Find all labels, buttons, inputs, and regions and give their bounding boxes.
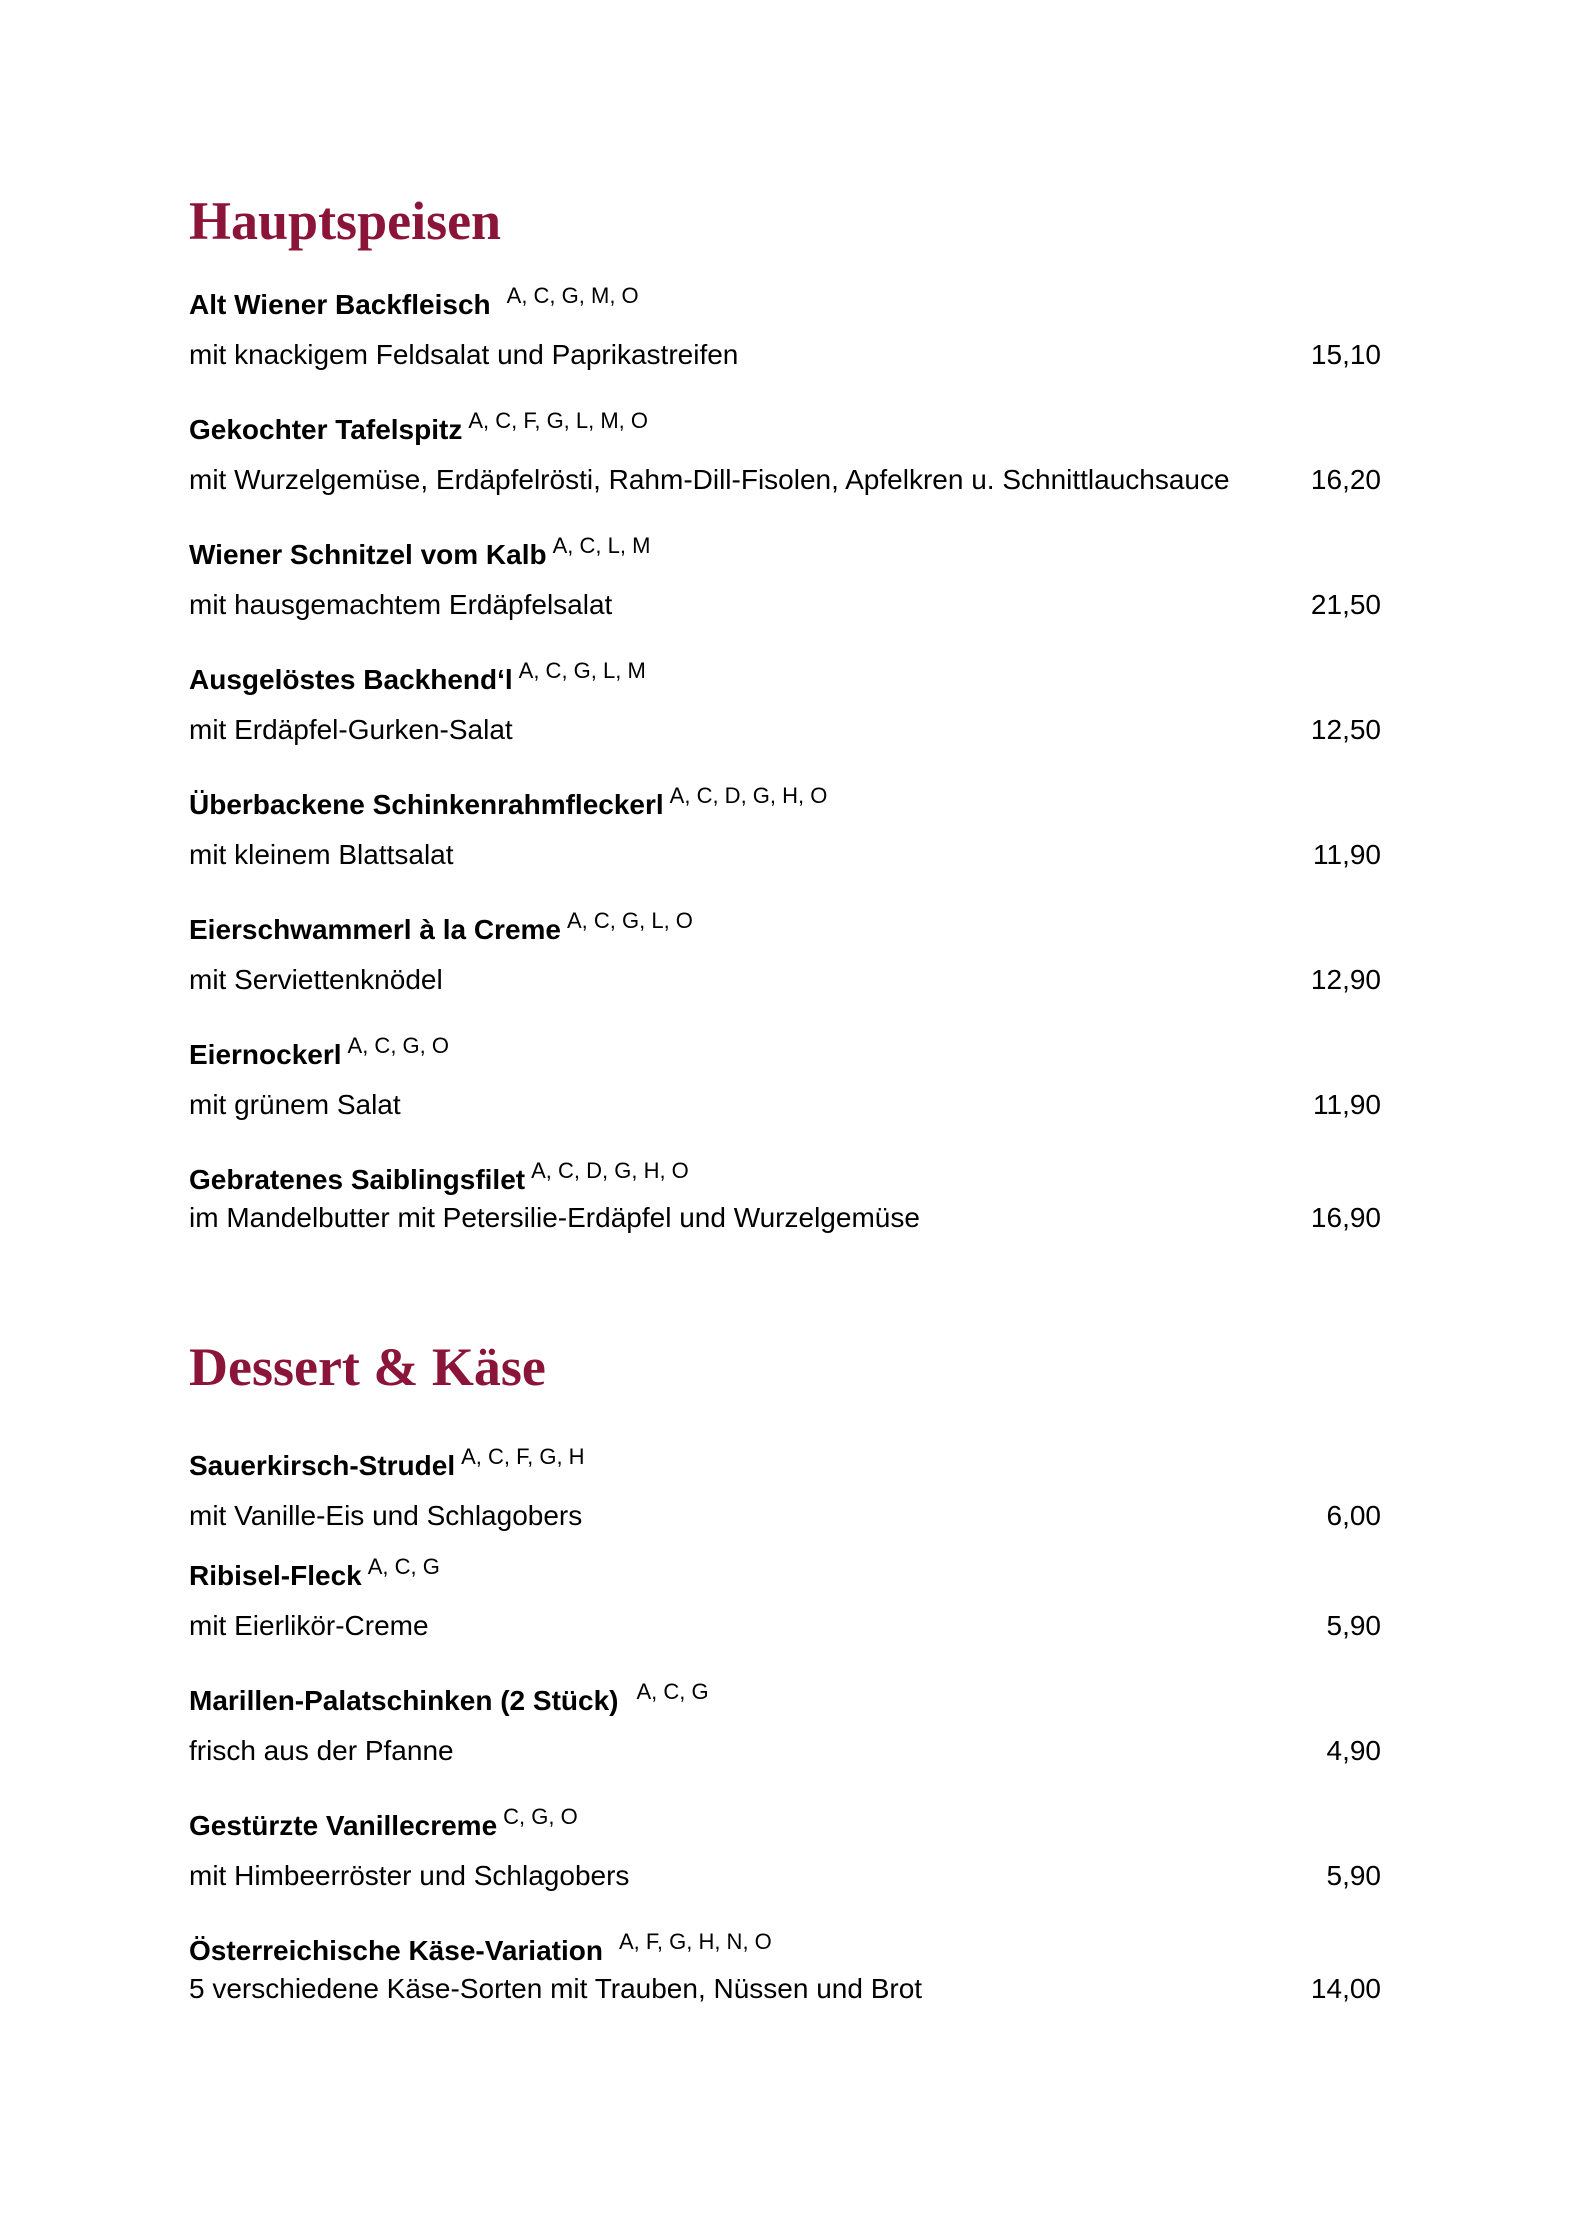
- item-description: mit hausgemachtem Erdäpfelsalat: [189, 589, 613, 620]
- item-allergens: A, C, G, L, O: [566, 908, 693, 933]
- item-allergens: A, C, F, G, L, M, O: [468, 408, 649, 433]
- item-name: Ausgelöstes Backhend‘l: [189, 664, 513, 695]
- item-name: Österreichische Käse-Variation: [189, 1935, 603, 1966]
- item-name: Gebratenes Saiblingsfilet: [189, 1164, 526, 1195]
- item-allergens: A, C, G, O: [347, 1033, 449, 1058]
- item-description: mit Serviettenknödel: [189, 964, 443, 995]
- item-allergens: A, C, G, L, M: [518, 658, 646, 683]
- item-name: Eierschwammerl à la Creme: [189, 914, 561, 945]
- item-description: mit Himbeerröster und Schlagobers: [189, 1860, 630, 1891]
- item-description: frisch aus der Pfanne: [189, 1735, 454, 1766]
- item-name: Alt Wiener Backfleisch: [189, 289, 491, 320]
- section-title-dessert-kaese: Dessert & Käse: [189, 1337, 546, 1397]
- menu-page: [189, 0, 1381, 2222]
- item-description: mit Eierlikör-Creme: [189, 1610, 429, 1641]
- item-description: mit kleinem Blattsalat: [189, 839, 454, 870]
- item-name: Wiener Schnitzel vom Kalb: [189, 539, 547, 570]
- item-price: 5,90: [1326, 1610, 1381, 1641]
- item-price: 14,00: [1310, 1973, 1381, 2004]
- item-price: 12,50: [1310, 714, 1381, 745]
- item-price: 11,90: [1313, 1089, 1381, 1120]
- item-name: Gekochter Tafelspitz: [189, 414, 463, 445]
- item-description: mit Erdäpfel-Gurken-Salat: [189, 714, 513, 745]
- item-price: 4,90: [1326, 1735, 1381, 1766]
- item-allergens: A, C, G: [367, 1554, 440, 1579]
- item-price: 11,90: [1313, 839, 1381, 870]
- item-price: 16,20: [1310, 464, 1381, 495]
- item-price: 15,10: [1310, 339, 1381, 370]
- item-allergens: A, C, D, G, H, O: [669, 783, 828, 808]
- item-description: mit knackigem Feldsalat und Paprikastreifen: [189, 339, 739, 370]
- item-allergens: A, C, F, G, H: [461, 1444, 585, 1469]
- item-allergens: A, F, G, H, N, O: [618, 1929, 772, 1954]
- item-price: 16,90: [1310, 1202, 1381, 1233]
- item-description: mit grünem Salat: [189, 1089, 401, 1120]
- item-name: Ribisel-Fleck: [189, 1560, 362, 1591]
- item-allergens: A, C, G: [636, 1679, 709, 1704]
- item-price: 21,50: [1310, 589, 1381, 620]
- item-name: Überbackene Schinkenrahmfleckerl: [189, 789, 664, 820]
- item-description: mit Vanille-Eis und Schlagobers: [189, 1500, 583, 1531]
- item-name: Sauerkirsch-Strudel: [189, 1450, 456, 1481]
- item-name: Marillen-Palatschinken (2 Stück): [189, 1685, 619, 1716]
- section-title-hauptspeisen: Hauptspeisen: [189, 191, 502, 251]
- item-allergens: A, C, D, G, H, O: [531, 1158, 689, 1183]
- item-allergens: A, C, L, M: [552, 533, 651, 558]
- item-allergens: A, C, G, M, O: [506, 283, 639, 308]
- item-allergens: C, G, O: [503, 1804, 578, 1829]
- item-name: Eiernockerl: [189, 1039, 342, 1070]
- item-price: 6,00: [1326, 1500, 1381, 1531]
- item-description: im Mandelbutter mit Petersilie-Erdäpfel und Wurzelgemüse: [189, 1202, 920, 1233]
- item-description: mit Wurzelgemüse, Erdäpfelrösti, Rahm-Dill-Fisolen, Apfelkren u. Schnittlauchsauce: [189, 464, 1230, 495]
- item-price: 12,90: [1310, 964, 1381, 995]
- item-price: 5,90: [1326, 1860, 1381, 1891]
- item-description: 5 verschiedene Käse-Sorten mit Trauben, Nüssen und Brot: [189, 1973, 923, 2004]
- item-name: Gestürzte Vanillecreme: [189, 1810, 498, 1841]
